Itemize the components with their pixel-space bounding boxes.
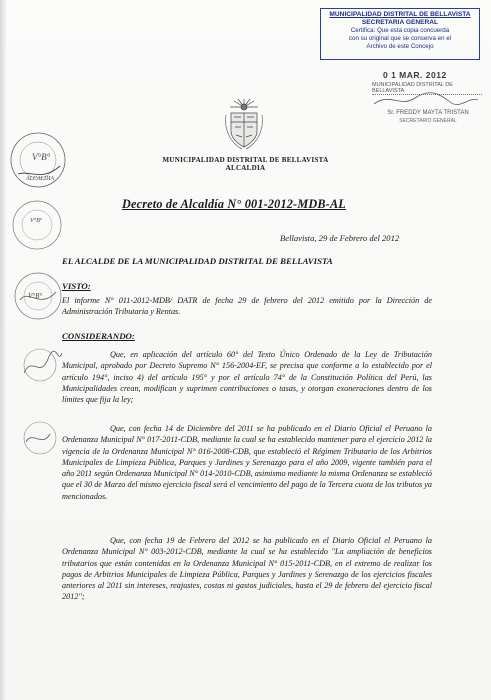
seal2-vobo: V°B° — [30, 218, 43, 224]
cert-line-municipality: MUNICIPALIDAD DISTRITAL DE BELLAVISTA — [329, 11, 471, 18]
vobo-seal-icon — [10, 198, 64, 252]
authority-heading: EL ALCALDE DE LA MUNICIPALIDAD DISTRITAL DE BELLAVISTA — [62, 256, 333, 266]
margin-initials-2 — [18, 418, 66, 458]
seal3-vobo: V°B° — [28, 292, 43, 300]
margin-seal-2 — [10, 198, 64, 252]
header-office: ALCALDIA — [225, 164, 266, 172]
stamp-signer-name: Sr. FREDDY MAYTA TRISTAN — [387, 110, 469, 116]
considerando-paragraph-1: Que, en aplicación del artículo 60° del Texto Único Ordenado de la Ley de Tributación Municipal, aprobado por Decreto Supremo N° 156-2004-EF, se precisa que conforme a lo establecido por el artículo 194°, inciso 4) del artículo 195° y por el artículo 74° de la Constitución Política del Perú, las Municipalidades crean, modifican y suprimen contribuciones o tasas, y otorgan exoneraciones dentro de los límites que fija la ley; — [62, 350, 432, 405]
considerando-paragraph-3: Que, con fecha 19 de Febrero del 2012 se ha publicado en el Diario Oficial el Peruano la Ordenanza Municipal N° 003-2012-CDB, mediante la cual se ha establecido "La ampliación de beneficios tributarios que están contenidas en la Ordenanza Municipal N° 015-2011-CDB, en el extremo de realizar los pagos de Arbitrios Municipales de Limpieza Pública, Parques y Jardines y Serenazgo de los ejercicios fiscales anteriores al 2011 sin intereses, reajustes, costas ni gastos judiciales, hasta el 29 de febrero del ejercicio fiscal 2012"; — [62, 536, 432, 602]
place-date: Bellavista, 29 de Febrero del 2012 — [280, 233, 400, 243]
visto-paragraph: El informe N° 011-2012-MDB/ DATR de fecha 29 de febrero del 2012 emitido por la Dirección de Administración Tributaria y Rentas. — [62, 296, 432, 317]
considerando-paragraph-2: Que, con fecha 14 de Diciembre del 2011 se ha publicado en el Diario Oficial el Peruano la Ordenanza Municipal N° 017-2011-CDB, mediante la cual se ha establecido mantener para el ejercicio 2012 la vigencia de la Ordenanza Municipal N° 016-2008-CDB, que estableció el Régimen Tributario de los Arbitrios Municipales de Limpieza Pública, Parques y Jardines y Serenazgo para el año 2009, vigente también para el año 2011 según Ordenanza Municipal N° 014-2010-CDB, asimismo mediante la misma Ordenanza se estableció que el 30 de Marzo del mismo ejercicio fiscal será el vencimiento del pago de la Tercera cuota de los tributos ya mencionados. — [62, 424, 432, 501]
stamp-signer-role: SECRETARIO GENERAL — [399, 118, 457, 124]
scan-edge-shadow — [0, 0, 6, 700]
seal1-vobo: V°B° — [32, 152, 51, 162]
secretary-signature — [370, 90, 480, 110]
seal1-label: ALCALDIA — [26, 176, 55, 182]
stamp-municipality: MUNICIPALIDAD DISTRITAL DE BELLAVISTA — [372, 82, 482, 95]
decree-title: Decreto de Alcaldía N° 001-2012-MDB-AL — [122, 197, 346, 211]
considerando-heading: CONSIDERANDO: — [62, 331, 135, 341]
initials-scribble-icon — [18, 418, 66, 458]
margin-initials-1 — [18, 345, 66, 385]
municipal-crest-icon — [222, 95, 266, 151]
initials-scribble-icon — [18, 345, 66, 385]
cert-line-original: con su original que se conserva en el — [348, 35, 452, 42]
certification-stamp — [320, 8, 480, 60]
visto-heading: VISTO: — [62, 281, 91, 291]
margin-seal-alcaldia — [8, 130, 68, 190]
margin-seal-3 — [12, 270, 64, 322]
header-municipality: MUNICIPALIDAD DISTRITAL DE BELLAVISTA — [162, 156, 329, 164]
cert-line-archivo: Archivo de este Concejo — [366, 43, 434, 50]
cert-line-secretaria: SECRETARIA GENERAL — [361, 19, 439, 26]
cert-line-certifica: Certifica: Que esta copia concuerda — [350, 27, 450, 34]
received-date-stamp: 0 1 MAR. 2012 — [383, 70, 447, 80]
